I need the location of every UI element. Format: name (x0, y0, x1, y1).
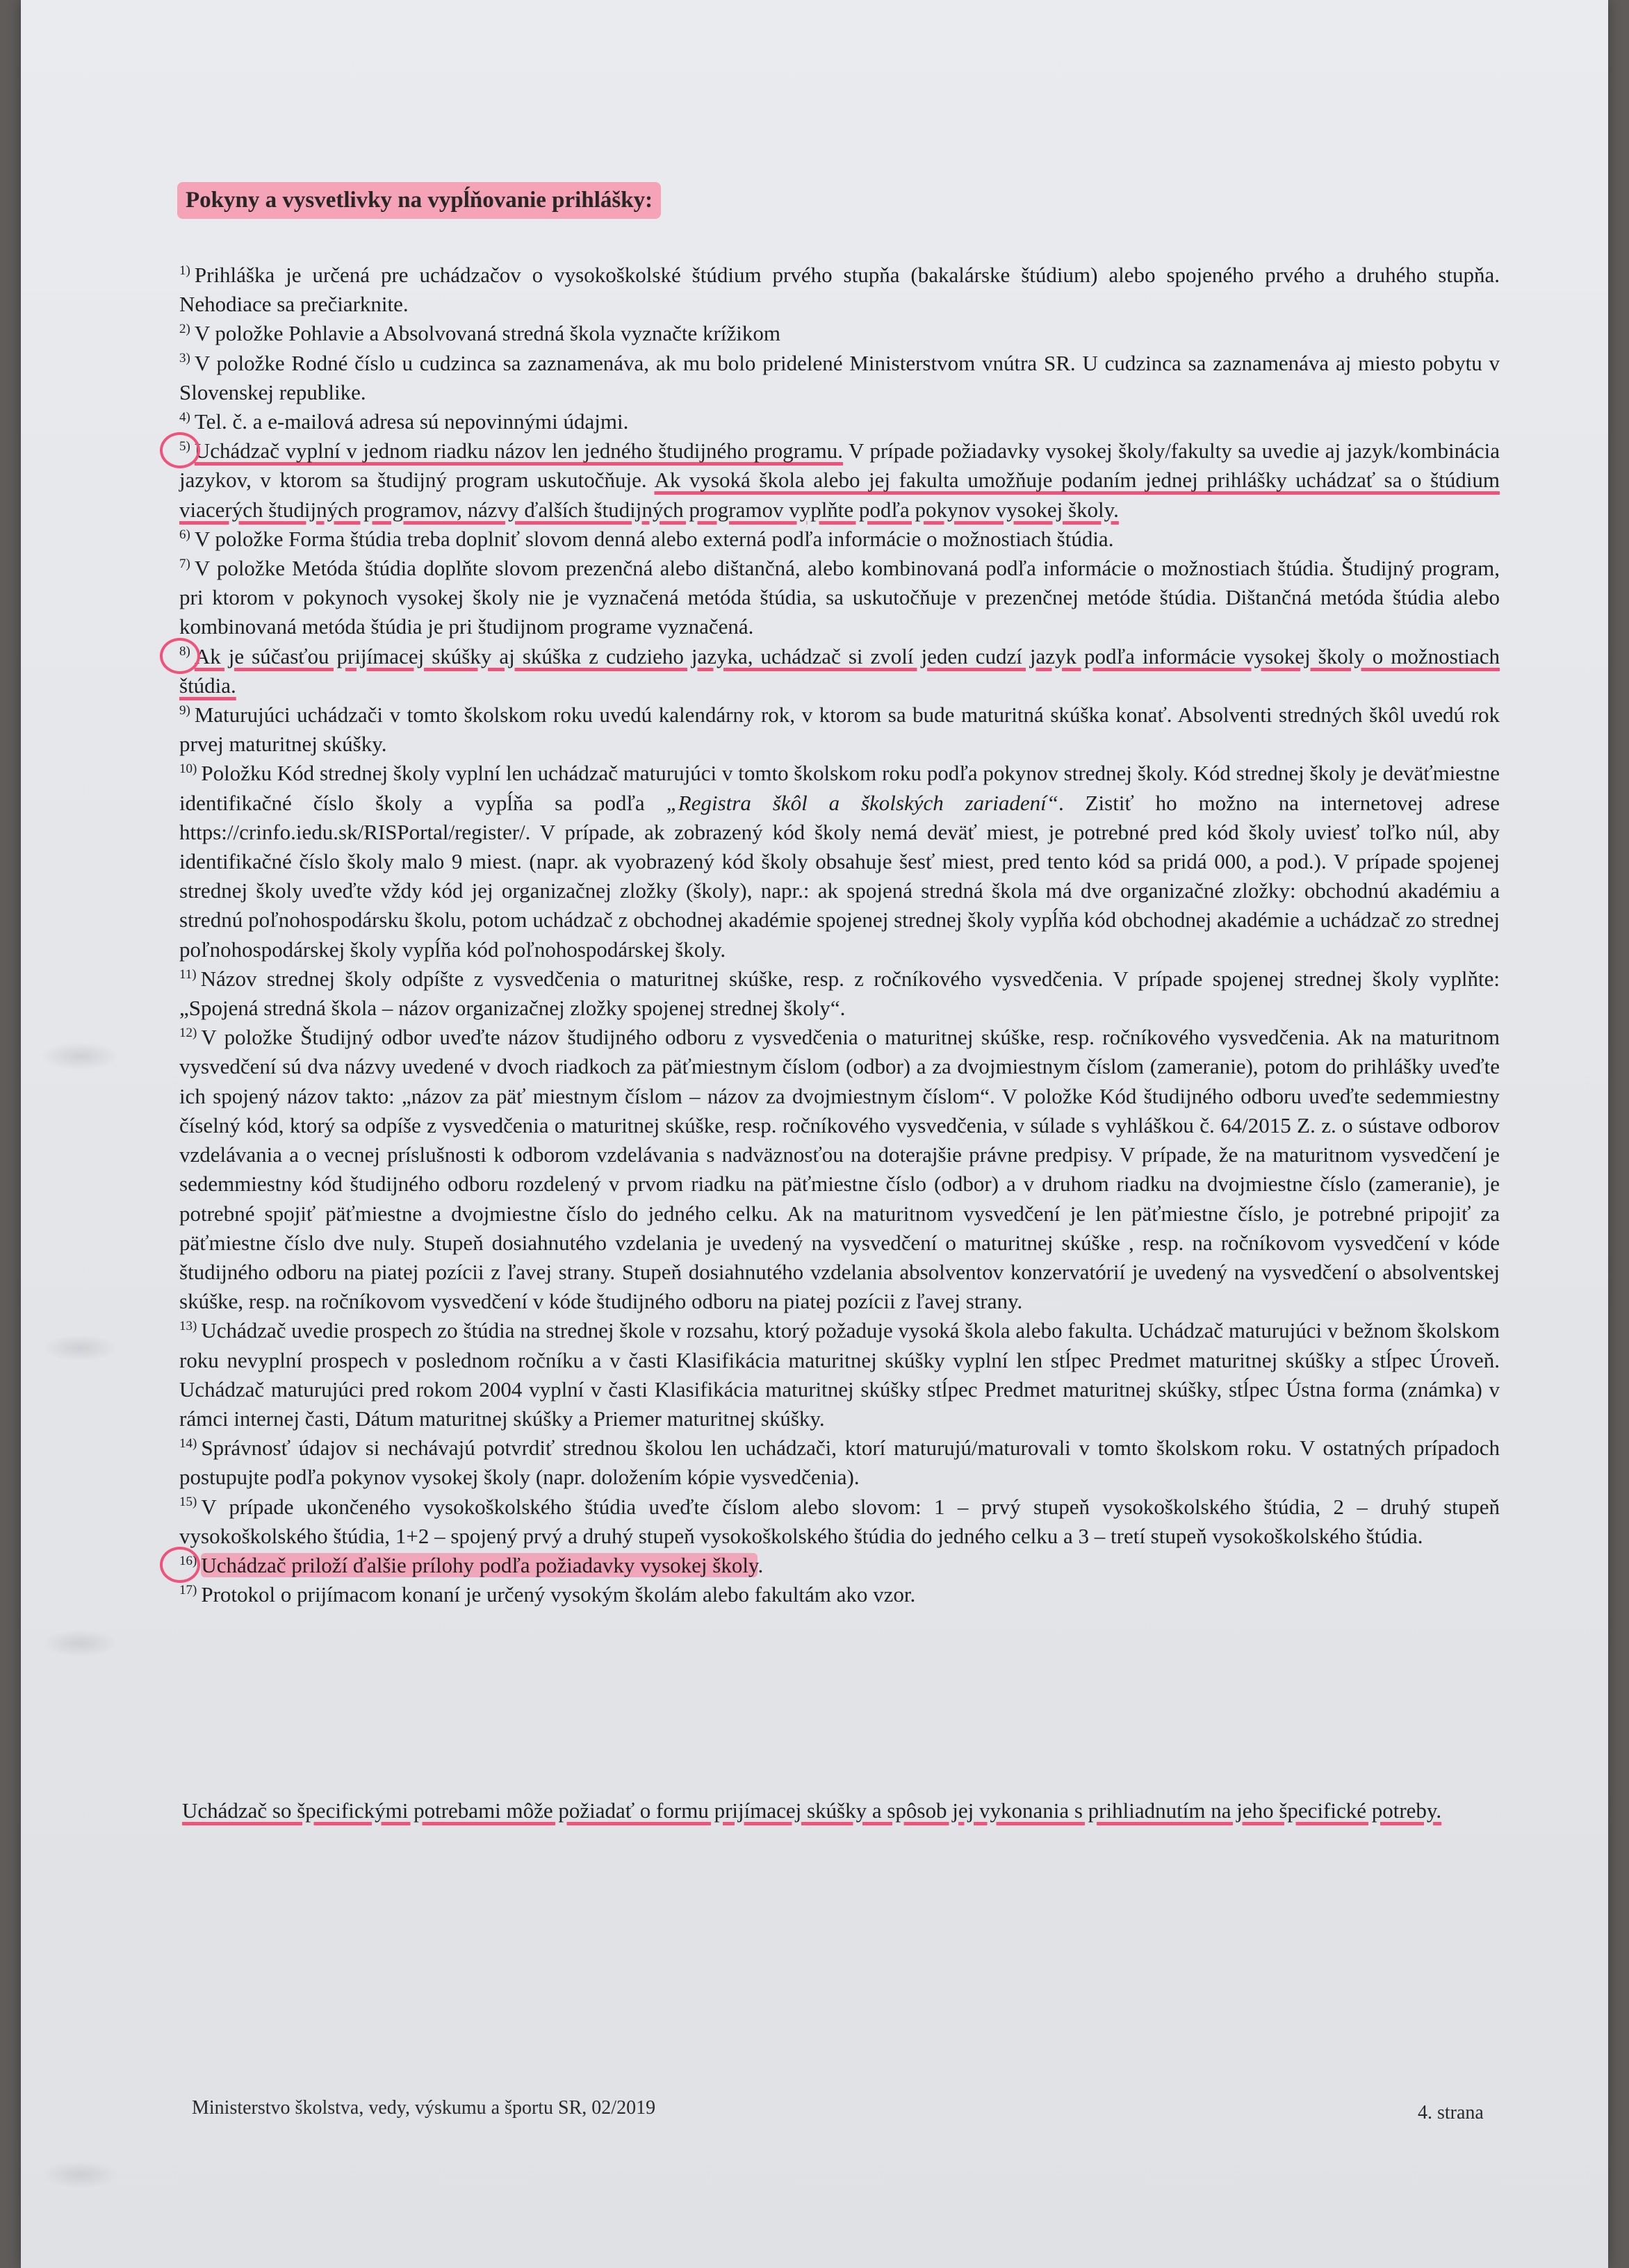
footer-page-number: 4. strana (1418, 2102, 1484, 2123)
note-text: Ak vysoká škola alebo jej fakulta umožňuje podaním jednej prihlášky uchádzať sa o štúdium viacerých študijných programov, názvy ďalších študijných programov vyplňte podľa pokynov vysokej školy. (179, 468, 1500, 522)
note-text: . Zistiť ho možno na internetovej adrese https://crinfo.iedu.sk/RISPortal/register/. V prípade, ak zobrazený kód školy nemá deväť miest, je potrebné pred kód školy uviesť toľko núl, aby identifikačné číslo školy malo 9 miest. (napr. ak vyobrazený kód školy obsahuje šesť miest, pred tento kód sa pridá 000, a pod.). V prípade spojenej strednej školy uveďte vždy kód jej organizačnej zložky (školy), napr.: ak spojená stredná škola má dve organizačné zložky: obchodnú akadémiu a strednú poľnohospodársku školu, potom uchádzač z obchodnej akadémie spojenej strednej školy vypĺňa kód obchodnej akadémie a uchádzač zo strednej poľnohospodárskej školy vypĺňa kód poľnohospodárskej školy. (179, 790, 1500, 962)
note-item (179, 642, 1500, 700)
note-item (179, 759, 1500, 964)
punch-hole-mark (42, 1629, 118, 1657)
punch-hole-mark (42, 2161, 118, 2189)
note-text: Protokol o prijímacom konaní je určený vysokým školám alebo fakultám ako vzor. (201, 1582, 916, 1607)
note-item (179, 261, 1500, 319)
note-item (179, 1023, 1500, 1316)
note-text: Ak je súčasťou prijímacej skúšky aj skúška z cudzieho jazyka, uchádzač si zvolí jeden cudzí jazyk podľa informácie vysokej školy o možnostiach štúdia. (179, 643, 1500, 698)
note-number: 16) (179, 1553, 197, 1568)
note-number: 4) (179, 409, 190, 425)
note-number: 5) (179, 438, 190, 454)
note-item (179, 319, 1500, 348)
page-title: Pokyny a vysvetlivky na vypĺňovanie prihlášky: (177, 182, 661, 219)
note-item (179, 700, 1500, 759)
hand-drawn-circle-mark (160, 638, 200, 674)
document-page (21, 0, 1608, 2268)
note-item (179, 554, 1500, 642)
note-text: Uchádzač uvedie prospech zo štúdia na strednej škole v rozsahu, ktorý požaduje vysoká škola alebo fakulta. Uchádzač maturujúci v bežnom školskom roku nevyplní prospech v poslednom ročníku a v časti Klasifikácia maturitnej skúšky vyplní len stĺpec Predmet maturitnej skúšky a stĺpec Úroveň. Uchádzač maturujúci pred rokom 2004 vyplní v časti Klasifikácia maturitnej skúšky stĺpec Predmet maturitnej skúšky, stĺpec Ústna forma (známka) v rámci internej časti, Dátum maturitnej skúšky a Priemer maturitnej skúšky. (179, 1318, 1500, 1431)
note-text: Uchádzač priloží ďalšie prílohy podľa požiadavky vysokej školy (201, 1552, 758, 1577)
final-note-text: Uchádzač so špecifickými potrebami môže požiadať o formu prijímacej skúšky a spôsob jej vykonania s prihliadnutím na jeho špecifické potreby. (182, 1798, 1442, 1823)
note-text: V prípade požiadavky vysokej školy/fakulty sa uvedie aj jazyk/kombinácia jazykov, v ktorom sa študijný program uskutočňuje. (179, 438, 1500, 493)
note-text: Správnosť údajov si nechávajú potvrdiť strednou školou len uchádzači, ktorí maturujú/maturovali v tomto školskom roku. V ostatných prípadoch postupujte podľa pokynov vysokej školy (napr. doložením kópie vysvedčenia). (179, 1436, 1500, 1490)
note-number: 3) (179, 351, 190, 366)
note-number: 9) (179, 702, 190, 718)
note-text: V položke Forma štúdia treba doplniť slovom denná alebo externá podľa informácie o možnostiach štúdia. (194, 526, 1114, 551)
note-number: 10) (179, 762, 197, 777)
punch-hole-mark (42, 1334, 118, 1362)
note-item (179, 1316, 1500, 1433)
final-note (182, 1796, 1503, 1825)
note-text: Uchádzač vyplní v jednom riadku názov len jedného študijného programu. (194, 438, 844, 463)
note-item (179, 964, 1500, 1023)
note-text: Položku Kód strednej školy vyplní len uchádzač maturujúci v tomto školskom roku podľa pokynov strednej školy. Kód strednej školy je deväťmiestne identifikačné číslo školy a vypĺňa sa podľa (179, 761, 1500, 815)
note-number: 7) (179, 556, 190, 571)
note-item (179, 436, 1500, 525)
note-number: 17) (179, 1582, 197, 1597)
note-number: 2) (179, 322, 190, 337)
note-number: 13) (179, 1318, 197, 1333)
note-text: V položke Rodné číslo u cudzinca sa zaznamenáva, ak mu bolo pridelené Ministerstvom vnútra SR. U cudzinca sa zaznamenáva aj miesto pobytu v Slovenskej republike. (179, 350, 1500, 404)
note-text: „Registra škôl a školských zariadení“ (666, 790, 1058, 815)
note-text: Maturujúci uchádzači v tomto školskom roku uvedú kalendárny rok, v ktorom sa bude maturitná skúška konať. Absolventi stredných škôl uvedú rok prvej maturitnej skúšky. (179, 702, 1500, 757)
note-item (179, 1580, 1500, 1609)
note-number: 14) (179, 1436, 197, 1451)
punch-hole-mark (42, 1042, 118, 1070)
note-text: Tel. č. a e-mailová adresa sú nepovinnými údajmi. (194, 409, 629, 434)
note-number: 12) (179, 1025, 197, 1040)
note-number: 15) (179, 1495, 197, 1510)
note-item (179, 1551, 1500, 1580)
note-text: V položke Študijný odbor uveďte názov študijného odboru z vysvedčenia o maturitnej skúške, resp. ročníkového vysvedčenia. Ak na maturitnom vysvedčení sú dva názvy uvedené v dvoch riadkoch za päťmiestnym číslom (odbor) a za dvojmiestnym číslom (zameranie), potom do prihlášky uveďte ich spojený názov takto: „názov za päť miestnym číslom – názov za dvojmiestnym číslom“. V položke Kód študijného odboru uveďte sedemmiestny číselný kód, ktorý sa odpíše z vysvedčenia o maturitnej skúške, resp. ročníkového vysvedčenia, v súlade s vyhláškou č. 64/2015 Z. z. o sústave odborov vzdelávania a o vecnej príslušnosti k odborom vzdelávania s nadväznosťou na doterajšie právne predpisy. V prípade, že na maturitnom vysvedčení je sedemmiestny kód študijného odboru rozdelený v prvom riadku na päťmiestne číslo (odbor) a v druhom riadku na dvojmiestne číslo (zameranie), je potrebné spojiť päťmiestne a dvojmiestne číslo do jedného celku. Ak na maturitnom vysvedčení je len päťmiestne číslo, je potrebné pripojiť za päťmiestne číslo dve nuly. Stupeň dosiahnutého vzdelania je uvedený na vysvedčení o maturitnej skúške , resp. na ročníkovom vysvedčení v kóde študijného odboru na piatej pozícii z ľavej strany. Stupeň dosiahnutého vzdelania absolventov konzervatórií je uvedený na vysvedčení o absolventskej skúške, resp. na ročníkovom vysvedčení v kóde študijného odboru na piatej pozícii z ľavej strany. (179, 1025, 1500, 1314)
note-item (179, 1493, 1500, 1551)
note-item (179, 407, 1500, 436)
note-number: 6) (179, 527, 190, 542)
note-text: V položke Pohlavie a Absolvovaná stredná škola vyznačte krížikom (194, 321, 780, 346)
hand-drawn-circle-mark (160, 1547, 200, 1583)
note-text: . (758, 1552, 764, 1577)
notes-list (179, 261, 1500, 1609)
footer-ministry: Ministerstvo školstva, vedy, výskumu a športu SR, 02/2019 (192, 2097, 656, 2119)
note-number: 11) (179, 967, 197, 982)
note-number: 8) (179, 644, 190, 659)
note-item (179, 525, 1500, 554)
note-text: V položke Metóda štúdia doplňte slovom prezenčná alebo dištančná, alebo kombinovaná podľa informácie o možnostiach štúdia. Študijný program, pri ktorom v pokynoch vysokej školy nie je vyznačená metóda štúdia, sa uskutočňuje v prezenčnej metóde štúdia. Dištančná metóda štúdia alebo kombinovaná metóda štúdia je pri študijnom programe vyznačená. (179, 556, 1500, 639)
hand-drawn-circle-mark (160, 432, 200, 468)
note-text: Názov strednej školy odpíšte z vysvedčenia o maturitnej skúške, resp. z ročníkového vysvedčenia. V prípade spojenej strednej školy vyplňte: „Spojená stredná škola – názov organizačnej zložky spojenej strednej školy“. (179, 966, 1500, 1021)
note-item (179, 349, 1500, 407)
note-number: 1) (179, 263, 190, 278)
note-item (179, 1433, 1500, 1492)
note-text: Prihláška je určená pre uchádzačov o vysokoškolské štúdium prvého stupňa (bakalárske štúdium) alebo spojeného prvého a druhého stupňa. Nehodiace sa prečiarknite. (179, 263, 1500, 317)
note-text: V prípade ukončeného vysokoškolského štúdia uveďte číslom alebo slovom: 1 – prvý stupeň vysokoškolského štúdia, 2 – druhý stupeň vysokoškolského štúdia, 1+2 – spojený prvý a druhý stupeň vysokoškolského štúdia do jedného celku a 3 – tretí stupeň vysokoškolského štúdia. (179, 1494, 1500, 1548)
